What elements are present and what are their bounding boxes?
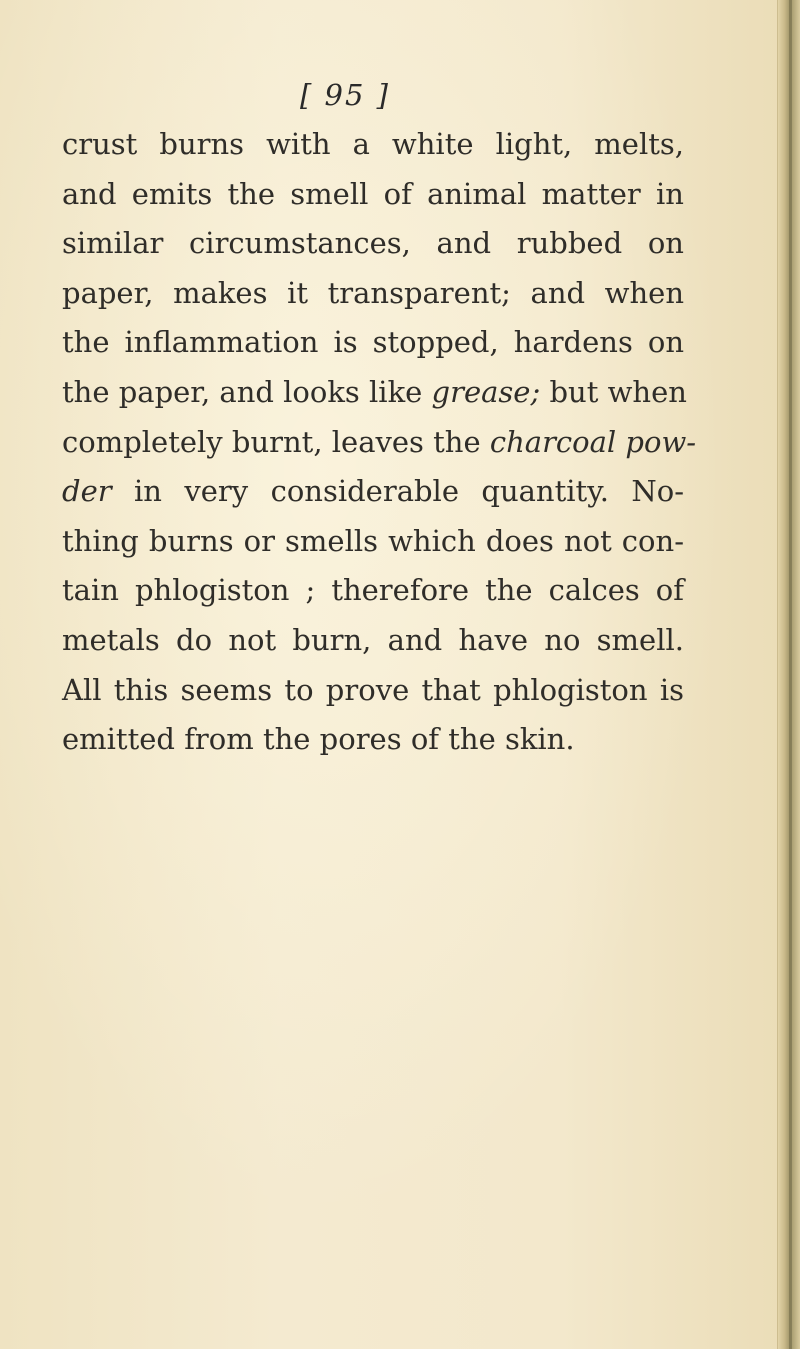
text-segment: crust burns with a white light, melts, <box>62 127 684 161</box>
page-number: [ 95 ] <box>300 78 390 112</box>
text-segment: paper, makes it transparent; and when <box>62 275 684 310</box>
text-line-13 <box>62 715 684 765</box>
body-text <box>62 120 697 765</box>
text-line-4 <box>62 269 684 319</box>
text-segment: in very considerable quantity. No- <box>111 474 684 509</box>
italic-phrase-charcoal-powder: charcoal pow- <box>489 424 697 459</box>
italic-word-der: der <box>62 474 112 509</box>
text-line-6 <box>62 368 687 418</box>
text-segment: metals do not burn, and have no smell. <box>62 622 684 657</box>
text-segment: All this seems to prove that phlogiston is <box>62 672 684 707</box>
text-line-2 <box>62 170 684 220</box>
text-segment: but when <box>540 374 687 409</box>
text-line-1 <box>62 120 684 170</box>
text-segment: emitted from the pores of the skin. <box>62 722 575 757</box>
gutter-shadow-line <box>789 0 792 1349</box>
text-segment: and emits the smell of animal matter in <box>62 176 684 211</box>
text-line-3 <box>62 219 684 269</box>
text-segment: completely burnt, leaves the <box>62 424 490 459</box>
text-line-8 <box>62 467 684 517</box>
text-segment: the inflammation is stopped, hardens on <box>62 325 684 360</box>
text-line-11 <box>62 616 684 666</box>
text-line-5 <box>62 318 684 368</box>
text-line-7 <box>62 418 697 468</box>
book-gutter <box>777 0 800 1349</box>
text-line-12 <box>62 666 684 716</box>
text-segment: tain phlogiston ; therefore the calces of <box>62 573 684 608</box>
italic-word-grease: grease; <box>431 374 541 409</box>
text-segment: similar circumstances, and rubbed on <box>62 226 684 261</box>
text-line-9 <box>62 517 684 567</box>
text-segment: thing burns or smells which does not con- <box>62 523 684 558</box>
text-segment: the paper, and looks like <box>62 374 432 409</box>
text-line-10 <box>62 566 684 616</box>
